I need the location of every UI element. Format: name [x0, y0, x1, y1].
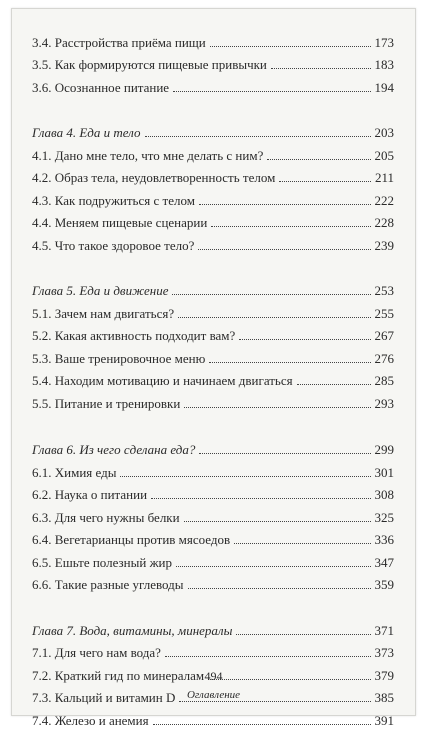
running-title: Оглавление — [186, 689, 241, 701]
dot-leader — [239, 339, 370, 340]
dot-leader — [179, 701, 370, 702]
chapter-title: Глава 5. Еда и движение — [32, 283, 169, 298]
toc-entry — [32, 186, 394, 209]
toc-entry — [32, 481, 394, 504]
entry-page-number: 276 — [374, 350, 394, 366]
entry-page-number: 373 — [374, 645, 394, 660]
entry-title: 3.4. Расстройства приёма пищи — [32, 34, 206, 50]
toc-entry — [32, 458, 394, 481]
toc-entry — [32, 28, 394, 51]
entry-title: 5.4. Находим мотивацию и начинаем двигаться — [32, 373, 293, 388]
entry-page-number: 228 — [374, 215, 394, 230]
entry-title: 6.6. Такие разные углеводы — [32, 577, 184, 592]
entry-page-number: 222 — [374, 192, 394, 208]
toc-entry — [32, 164, 394, 187]
toc-entry — [32, 526, 394, 549]
dot-leader — [210, 46, 371, 47]
dot-leader — [173, 91, 370, 92]
dot-leader — [198, 249, 370, 250]
entry-page-number: 267 — [374, 328, 394, 343]
dot-leader — [172, 294, 370, 295]
toc-entry — [32, 503, 394, 526]
entry-title: 7.1. Для чего нам вода? — [32, 645, 161, 660]
entry-page-number: 239 — [374, 237, 394, 253]
entry-page-number: 205 — [374, 147, 394, 163]
toc-entry — [32, 231, 394, 254]
entry-page-number: 379 — [374, 667, 394, 683]
entry-page-number: 371 — [374, 622, 394, 638]
group-separator — [32, 412, 394, 436]
entry-page-number: 194 — [374, 79, 394, 95]
entry-page-number: 359 — [374, 577, 394, 592]
entry-title: 5.2. Какая активность подходит вам? — [32, 328, 236, 343]
entry-title: 4.3. Как подружиться с телом — [32, 192, 195, 208]
chapter-entry — [32, 277, 394, 300]
entry-page-number: 347 — [374, 554, 394, 570]
entry-title: 4.2. Образ тела, неудовлетворенность телом — [32, 170, 276, 185]
dot-leader — [267, 159, 370, 160]
entry-title: 6.5. Ешьте полезный жир — [32, 554, 173, 570]
page-number: 494 — [204, 669, 223, 683]
entry-title: 6.4. Вегетарианцы против мясоедов — [32, 532, 231, 547]
entry-page-number: 253 — [374, 283, 394, 298]
toc-entry — [32, 367, 394, 390]
table-of-contents — [32, 28, 394, 729]
toc-entry — [32, 209, 394, 232]
entry-title: 5.5. Питание и тренировки — [32, 395, 181, 411]
book-page — [11, 8, 416, 728]
group-separator — [32, 593, 394, 616]
entry-page-number: 203 — [374, 125, 394, 140]
dot-leader — [153, 724, 371, 725]
dot-leader — [271, 68, 371, 69]
group-separator — [32, 254, 394, 277]
toc-entry — [32, 548, 394, 571]
dot-leader — [199, 453, 370, 454]
dot-leader — [188, 588, 371, 589]
entry-title: 4.1. Дано мне тело, что мне делать с ним? — [32, 147, 264, 163]
entry-title: 3.6. Осознанное питание — [32, 79, 170, 95]
toc-entry — [32, 639, 394, 662]
entry-page-number: 299 — [374, 442, 394, 457]
entry-page-number: 285 — [374, 373, 394, 388]
dot-leader — [184, 521, 371, 522]
chapter-entry — [32, 616, 394, 639]
group-separator — [32, 96, 394, 119]
entry-title: 7.4. Железо и анемия — [32, 712, 149, 728]
entry-page-number: 308 — [374, 487, 394, 502]
dot-leader — [209, 362, 370, 363]
toc-entry — [32, 299, 394, 322]
entry-title: 5.1. Зачем нам двигаться? — [32, 305, 175, 321]
toc-entry — [32, 571, 394, 594]
toc-entry — [32, 322, 394, 345]
entry-title: 6.2. Наука о питании — [32, 487, 148, 502]
entry-page-number: 391 — [374, 712, 394, 728]
toc-entry — [32, 73, 394, 96]
entry-page-number: 255 — [374, 305, 394, 321]
dot-leader — [279, 181, 371, 182]
entry-title: 7.2. Краткий гид по минералам — [32, 667, 205, 683]
toc-entry — [32, 389, 394, 412]
toc-entry — [32, 141, 394, 164]
chapter-title: Глава 6. Из чего сделана еда? — [32, 442, 196, 457]
dot-leader — [145, 136, 371, 137]
entry-page-number: 385 — [374, 690, 394, 705]
entry-title: 4.5. Что такое здоровое тело? — [32, 237, 195, 253]
entry-page-number: 293 — [374, 395, 394, 411]
entry-title: 4.4. Меняем пищевые сценарии — [32, 215, 208, 230]
dot-leader — [120, 476, 370, 477]
dot-leader — [297, 384, 371, 385]
entry-page-number: 325 — [374, 509, 394, 525]
dot-leader — [234, 543, 370, 544]
entry-title: 3.5. Как формируются пищевые привычки — [32, 57, 267, 72]
entry-page-number: 173 — [374, 34, 394, 50]
dot-leader — [184, 407, 370, 408]
entry-page-number: 301 — [374, 464, 394, 480]
toc-entry — [32, 706, 394, 729]
toc-entry — [32, 51, 394, 74]
dot-leader — [178, 317, 370, 318]
chapter-entry — [32, 119, 394, 142]
dot-leader — [199, 204, 371, 205]
dot-leader — [165, 656, 371, 657]
dot-leader — [176, 566, 370, 567]
toc-entry — [32, 344, 394, 367]
chapter-title: Глава 4. Еда и тело — [32, 125, 141, 140]
entry-page-number: 211 — [374, 170, 394, 185]
chapter-entry — [32, 436, 394, 459]
entry-page-number: 183 — [374, 57, 394, 72]
entry-title: 7.3. Кальций и витамин D — [32, 690, 176, 705]
entry-title: 5.3. Ваше тренировочное меню — [32, 350, 206, 366]
dot-leader — [211, 226, 370, 227]
dot-leader — [151, 498, 370, 499]
entry-page-number: 336 — [374, 532, 394, 547]
entry-title: 6.1. Химия еды — [32, 464, 117, 480]
dot-leader — [236, 634, 370, 635]
chapter-title: Глава 7. Вода, витамины, минералы — [32, 622, 233, 638]
entry-title: 6.3. Для чего нужны белки — [32, 509, 180, 525]
